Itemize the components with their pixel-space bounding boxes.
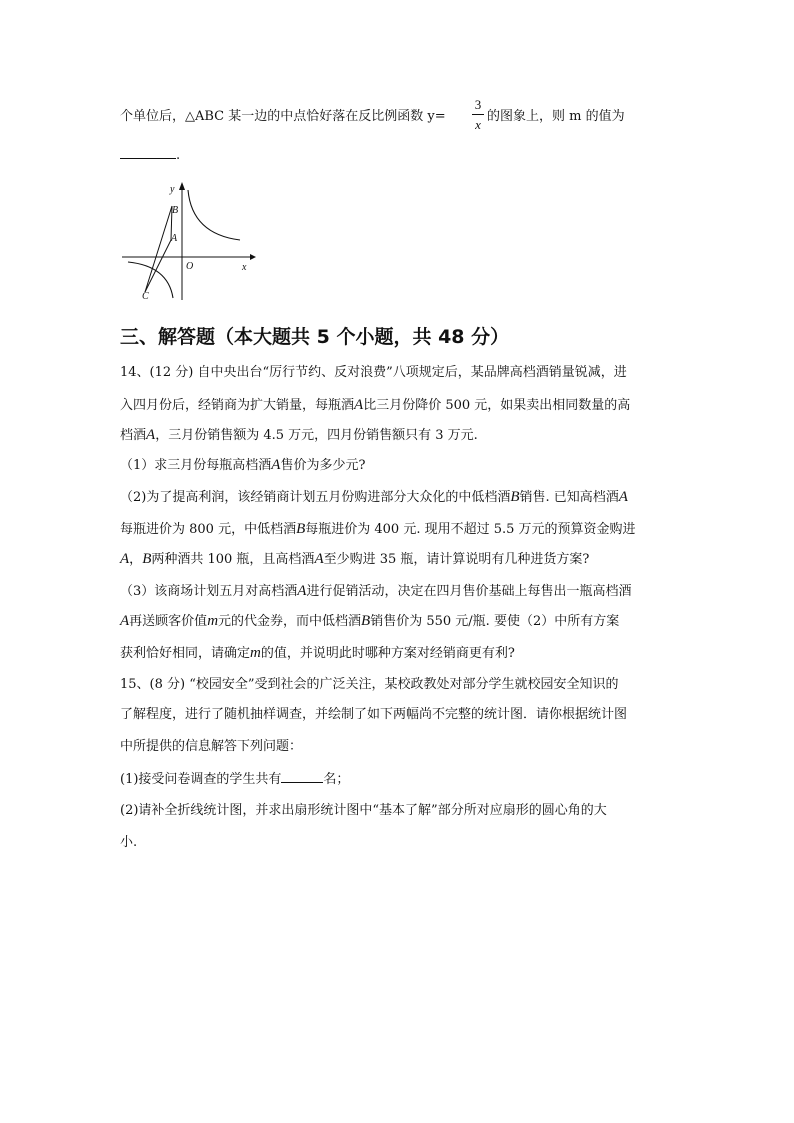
- point-b-label: B: [172, 205, 179, 216]
- fraction-bar: [472, 114, 484, 115]
- origin-label: O: [186, 261, 194, 272]
- point-a-label: A: [171, 233, 178, 244]
- q13-line1: [120, 108, 446, 126]
- q15-line1: 15、(8 分) “校园安全”受到社会的广泛关注，某校政教处对部分学生就校园安全知识的: [120, 677, 619, 692]
- answer-blank-2: [281, 770, 323, 783]
- section-title: 三、解答题（本大题共 5 个小题，共 48 分）: [120, 326, 510, 348]
- q13-answer-line: .: [120, 146, 180, 165]
- triangle-side-cb: [145, 206, 172, 292]
- answer-blank: [120, 146, 176, 159]
- q13-text-before: 个单位后，△ABC 某一边的中点恰好落在反比例函数 y=: [120, 109, 446, 124]
- q14-line3: 档酒A，三月份销售额为 4.5 万元，四月份销售额只有 3 万元.: [120, 427, 478, 443]
- q13-line1-after: 的图象上，则 m 的值为: [487, 109, 625, 124]
- q14-part3-line1: （3）该商场计划五月对高档酒A进行促销活动，决定在四月售价基础上每售出一瓶高档酒: [120, 583, 632, 599]
- q15-sub1: (1)接受问卷调查的学生共有 名；: [120, 772, 350, 787]
- q14-part1: （1）求三月份每瓶高档酒A售价为多少元?: [120, 457, 366, 473]
- x-label: x: [242, 262, 247, 273]
- q14-part2-line1: （2)为了提高利润，该经销商计划五月份购进部分大众化的中低档酒B销售. 已知高档酒A: [120, 489, 628, 505]
- y-label: y: [170, 184, 175, 195]
- q15-line3: 中所提供的信息解答下列问题：: [120, 739, 303, 754]
- q15-sub2-cont: 小.: [120, 835, 138, 850]
- q14-part3-line2: A再送顾客价值m元的代金券，而中低档酒B销售价为 550 元/瓶. 要使（2）中所有方案: [120, 613, 620, 629]
- function-graph: [122, 176, 258, 302]
- q14-part2-line3: A，B两种酒共 100 瓶，且高档酒A至少购进 35 瓶，请计算说明有几种进货方案?: [120, 551, 590, 567]
- point-c-label: C: [142, 291, 149, 302]
- y-axis-arrow: [179, 182, 185, 190]
- q15-line2: 了解程度，进行了随机抽样调查，并绘制了如下两幅尚不完整的统计图．请你根据统计图: [120, 707, 628, 722]
- hyperbola-branch-1: [188, 190, 240, 240]
- fraction-numerator: 3: [474, 97, 482, 112]
- q14-line2: 入四月份后，经销商为扩大销量，每瓶酒A比三月份降价 500 元，如果卖出相同数量的高: [120, 397, 631, 413]
- q15-sub2: (2)请补全折线统计图，并求出扇形统计图中“基本了解”部分所对应扇形的圆心角的大: [120, 803, 607, 818]
- q14-line1: 14、(12 分) 自中央出台“厉行节约、反对浪费”八项规定后，某品牌高档酒销量锐减，进: [120, 365, 627, 380]
- fraction-denominator: x: [475, 117, 481, 132]
- q14-part3-line3: 获利恰好相同，请确定m的值，并说明此时哪种方案对经销商更有利?: [120, 645, 515, 661]
- q14-part2-line2: 每瓶进价为 800 元，中低档酒B每瓶进价为 400 元. 现用不超过 5.5 万元的预算资金购进: [120, 521, 636, 537]
- x-axis-arrow: [250, 254, 256, 260]
- triangle-side-ca: [145, 240, 171, 292]
